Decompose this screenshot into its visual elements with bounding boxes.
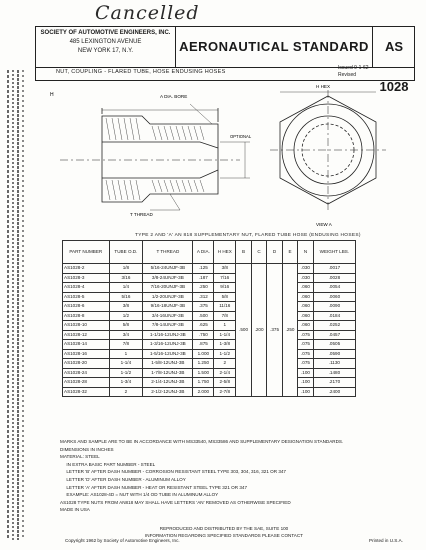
table-row: [63, 368, 356, 378]
table-cell: .375: [193, 302, 214, 312]
label-bore: A DIA. BORE: [160, 94, 188, 99]
table-cell: .625: [193, 321, 214, 331]
table-cell: .250: [193, 283, 214, 293]
column-header: WEIGHT LBS.: [313, 241, 355, 264]
table-cell: .075: [298, 340, 313, 350]
table-cell: 1-5/16-12UNJ-3B: [143, 349, 193, 359]
table-cell: AS1028-20: [63, 359, 110, 369]
table-cell: 3/4-16UNJF-3B: [143, 311, 193, 321]
table-cell: AS1028-10: [63, 321, 110, 331]
column-header: PART NUMBER: [63, 241, 110, 264]
table-cell: AS1028-12: [63, 330, 110, 340]
column-header: TUBE O.D.: [109, 241, 143, 264]
notes-block: [60, 438, 390, 514]
table-cell: .1130: [313, 359, 355, 369]
issue-info: [338, 65, 369, 79]
table-cell: 1-1/16-12UNJ-3B: [143, 330, 193, 340]
table-cell: AS1028-5: [63, 292, 110, 302]
footer-line-1: REPRODUCED AND DISTRIBUTED BY THE SAE, SUITE 100: [159, 526, 289, 531]
table-cell: 2-5/8: [214, 378, 236, 388]
note-line: AS1028 TYPE NUTS FROM AN818 MAY SHALL HAVE LETTERS 'AN' REMOVED AS OTHERWISE SPECIFIED: [60, 499, 291, 505]
table-cell: AS1028-16: [63, 349, 110, 359]
table-cell: .0252: [313, 321, 355, 331]
table-cell: 5/16: [109, 292, 143, 302]
table-cell: 3/8: [214, 264, 236, 274]
table-cell: .125: [193, 264, 214, 274]
note-line: LETTER 'D' AFTER DASH NUMBER - ALUMINUM ALLOY: [60, 476, 186, 482]
column-header: A DIA.: [193, 241, 214, 264]
table-cell: .030: [298, 264, 313, 274]
table-cell: .100: [298, 378, 313, 388]
note-line: IN EXTRA BASIC PART NUMBER - STEEL: [60, 461, 156, 467]
table-cell: 1.250: [193, 359, 214, 369]
table-cell: .0090: [313, 302, 355, 312]
table-cell-c: .200: [251, 264, 266, 397]
note-line: LETTER 'B' AFTER DASH NUMBER - CORROSION RESISTANT STEEL TYPE 303, 304, 316, 321 OR 347: [60, 469, 286, 475]
cancelled-stamp: Cancelled: [95, 2, 200, 24]
table-cell: .0028: [313, 273, 355, 283]
table-cell: 1/4: [109, 283, 143, 293]
table-cell: 7/8-14UNJF-3B: [143, 321, 193, 331]
table-cell: 3/4: [109, 330, 143, 340]
spec-table: [62, 240, 356, 397]
table-cell: 2-1/4: [214, 368, 236, 378]
table-cell: 9/16-18UNJF-3B: [143, 302, 193, 312]
table-row: [63, 283, 356, 293]
table-cell: 5/8: [214, 292, 236, 302]
table-row: [63, 321, 356, 331]
footer-line-2: INFORMATION REGARDING SPECIFIED STANDARDS PLEASE CONTACT: [145, 532, 303, 538]
table-cell: .312: [193, 292, 214, 302]
table-cell: 7/8: [109, 340, 143, 350]
table-cell: .060: [298, 283, 313, 293]
table-cell-e: .250: [282, 264, 297, 397]
table-cell-b: .500: [236, 264, 251, 397]
table-cell: 1-3/4: [109, 378, 143, 388]
table-row: [63, 264, 356, 274]
table-cell: 1-1/4: [109, 359, 143, 369]
table-cell: 1.750: [193, 378, 214, 388]
table-cell: .060: [298, 321, 313, 331]
table-cell: .0060: [313, 292, 355, 302]
table-cell: .100: [298, 368, 313, 378]
note-line: MADE IN USA: [60, 507, 90, 513]
table-cell: 1-1/2: [109, 368, 143, 378]
label-thread: T THREAD: [130, 212, 153, 217]
spec-table-body: [63, 264, 356, 397]
table-cell: AS1028-2: [63, 264, 110, 274]
table-cell: 2-1/4-12UNJ-3B: [143, 378, 193, 388]
table-row: [63, 292, 356, 302]
table-cell: 7/16: [214, 273, 236, 283]
table-cell: .2400: [313, 387, 355, 397]
table-cell: .060: [298, 292, 313, 302]
column-header: C: [251, 241, 266, 264]
table-cell: 2-7/8: [214, 387, 236, 397]
column-header: E: [282, 241, 297, 264]
column-header: T THREAD: [143, 241, 193, 264]
table-row: [63, 349, 356, 359]
note-line: LETTER 'A' AFTER DASH NUMBER - HEAT OR RESISTANT STEEL TYPE 321 OR 347: [60, 484, 247, 490]
table-cell: .2170: [313, 378, 355, 388]
table-cell: .750: [193, 330, 214, 340]
society-address: 485 LEXINGTON AVENUE: [69, 39, 142, 45]
table-cell: 2: [109, 387, 143, 397]
table-cell: 11/16: [214, 302, 236, 312]
table-cell: .0054: [313, 283, 355, 293]
table-cell: 1-7/8-12UNJ-3B: [143, 368, 193, 378]
table-cell: .060: [298, 302, 313, 312]
table-cell: .875: [193, 340, 214, 350]
label-chamfer: OPTIONAL: [230, 134, 252, 139]
label-view: VIEW A: [316, 222, 332, 227]
table-cell-d: .375: [267, 264, 282, 397]
table-cell: AS1028-24: [63, 368, 110, 378]
table-row: [63, 330, 356, 340]
table-row: [63, 387, 356, 397]
table-cell: 1: [109, 349, 143, 359]
table-cell: 1.000: [193, 349, 214, 359]
technical-drawing: [40, 82, 410, 232]
society-city: NEW YORK 17, N.Y.: [77, 48, 134, 54]
revised-label: Revised: [338, 72, 357, 78]
table-cell: AS1028-28: [63, 378, 110, 388]
table-cell: .0505: [313, 340, 355, 350]
society-block: [36, 27, 176, 67]
document-subtitle: NUT, COUPLING - FLARED TUBE, HOSE ENDUSING HOSES: [56, 69, 226, 75]
table-cell: 1-1/2: [214, 349, 236, 359]
table-cell: 7/16-20UNJF-3B: [143, 283, 193, 293]
copyright: Copyright 1962 by Society of Automotive Engineers, Inc.: [65, 538, 180, 543]
table-row: [63, 359, 356, 369]
table-cell: 5/8: [109, 321, 143, 331]
table-cell: .0017: [313, 264, 355, 274]
table-cell: .030: [298, 273, 313, 283]
table-cell: .075: [298, 349, 313, 359]
subtitle-block: [35, 66, 415, 81]
table-cell: AS1028-32: [63, 387, 110, 397]
table-cell: .0184: [313, 311, 355, 321]
society-name: SOCIETY OF AUTOMOTIVE ENGINEERS, INC.: [40, 30, 171, 36]
label-hex: H HEX: [316, 84, 331, 89]
table-cell: AS1028-14: [63, 340, 110, 350]
document-number: AS 1028: [372, 27, 415, 67]
table-cell: 2: [214, 359, 236, 369]
table-cell: .075: [298, 359, 313, 369]
footer: [35, 526, 413, 544]
table-cell: 2.000: [193, 387, 214, 397]
table-cell: AS1028-8: [63, 311, 110, 321]
table-row: [63, 273, 356, 283]
table-cell: AS1028-6: [63, 302, 110, 312]
side-legal-note: [4, 70, 26, 540]
document-title: AERONAUTICAL STANDARD: [179, 39, 369, 54]
note-line: MARKS AND SAMPLE ARE TO BE IN ACCORDANCE WITH MS33540, MS33586 AND SUPPLEMENTARY DESIGNATION STANDARDS.: [60, 439, 344, 444]
table-row: [63, 378, 356, 388]
table-cell: AS1028-4: [63, 283, 110, 293]
spec-table-header: [63, 241, 356, 264]
table-cell: 3/8-24UNJF-3B: [143, 273, 193, 283]
note-line: MATERIAL: STEEL: [60, 454, 100, 460]
label-h: H: [50, 92, 54, 98]
header-row: [63, 241, 356, 264]
issued-label: Issued: [338, 65, 353, 71]
note-line: DIMENSIONS IN INCHES: [60, 446, 114, 452]
printed-in: Printed in U.S.A.: [369, 538, 403, 543]
table-cell: 1/8: [109, 264, 143, 274]
table-cell: .075: [298, 330, 313, 340]
table-title: TYPE 2 AND 'A' AN 818 SUPPLEMENTARY NUT, FLARED TUBE HOSE (ENDUSING HOSES): [135, 233, 361, 238]
table-cell: .100: [298, 387, 313, 397]
table-cell: .060: [298, 311, 313, 321]
table-cell: .0590: [313, 349, 355, 359]
table-cell: .0457: [313, 330, 355, 340]
table-row: [63, 340, 356, 350]
table-cell: 7/8: [214, 311, 236, 321]
table-row: [63, 311, 356, 321]
table-cell: 1-3/8: [214, 340, 236, 350]
table-cell: 1-1/4: [214, 330, 236, 340]
table-cell: 2-1/2-12UNJ-3B: [143, 387, 193, 397]
table-cell: 3/16: [109, 273, 143, 283]
table-cell: 5/16-24UNJF-3B: [143, 264, 193, 274]
table-cell: 3/8: [109, 302, 143, 312]
table-cell: .187: [193, 273, 214, 283]
column-header: D: [267, 241, 282, 264]
note-line: EXAMPLE: AS1028-4D = NUT WITH 1/4 OD TUBE IN ALUMINUM ALLOY: [60, 492, 219, 498]
table-cell: 1.500: [193, 368, 214, 378]
table-cell: 9/16: [214, 283, 236, 293]
column-header: N: [298, 241, 313, 264]
table-row: [63, 302, 356, 312]
column-header: H HEX: [214, 241, 236, 264]
table-cell: .1480: [313, 368, 355, 378]
table-cell: 1/2-20UNJF-3B: [143, 292, 193, 302]
table-cell: .500: [193, 311, 214, 321]
table-cell: 1-5/8-12UNJ-3B: [143, 359, 193, 369]
table-cell: 1: [214, 321, 236, 331]
issued-value: 9-1-62: [354, 65, 369, 71]
table-cell: AS1028-3: [63, 273, 110, 283]
table-cell: 1/2: [109, 311, 143, 321]
column-header: B: [236, 241, 251, 264]
table-cell: 1-3/16-12UNJ-3B: [143, 340, 193, 350]
